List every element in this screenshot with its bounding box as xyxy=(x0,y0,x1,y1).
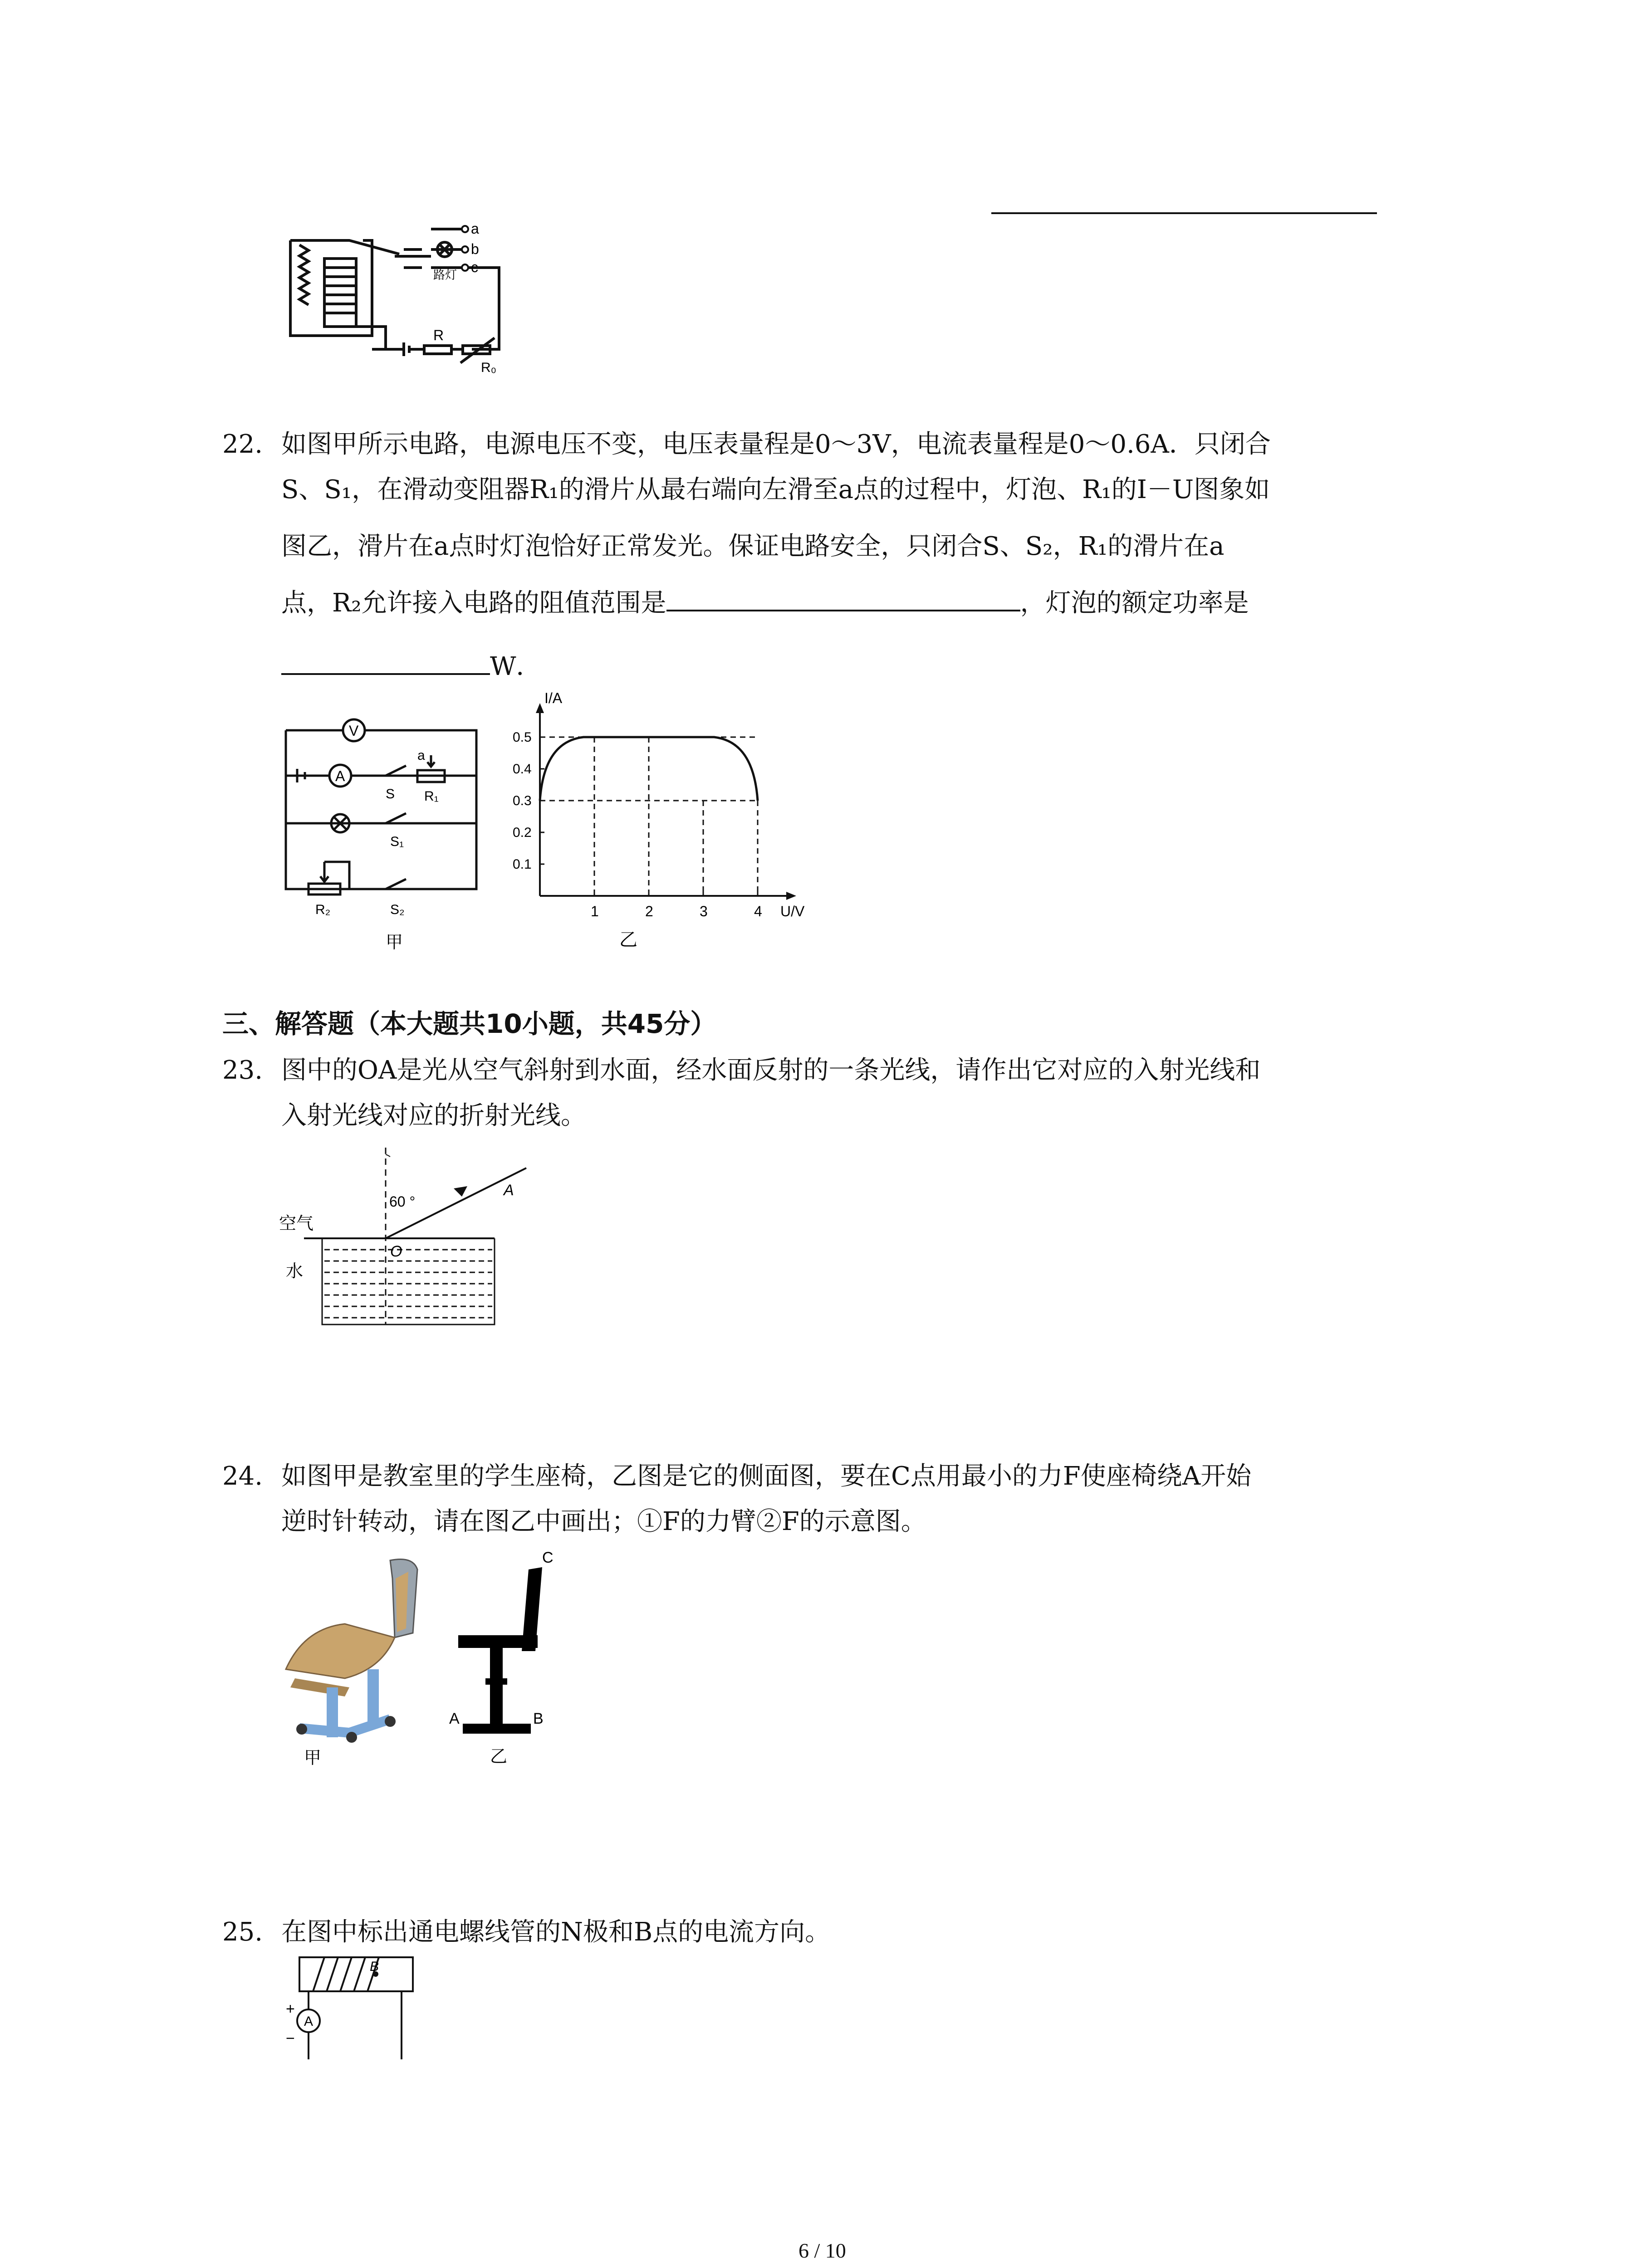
section3-title: 三、解答题（本大题共10小题，共45分） xyxy=(222,1008,717,1039)
circuit-caption: 甲 xyxy=(386,933,403,952)
terminal-a-label: a xyxy=(471,220,479,237)
q24-line1: 如图甲是教室里的学生座椅，乙图是它的侧面图，要在C点用最小的力F使座椅绕A开始 xyxy=(281,1461,1252,1491)
x-axis-arrow xyxy=(786,892,796,900)
point-b-solenoid-label: B xyxy=(370,1959,379,1974)
q23-line2: 入射光线对应的折射光线。 xyxy=(281,1101,586,1130)
q22-line2: S、S₁，在滑动变阻器R₁的滑片从最右端向左滑至a点的过程中，灯泡、R₁的I－U图象如 xyxy=(281,475,1270,504)
solenoid-figure xyxy=(277,1950,426,2068)
terminal-b-label: b xyxy=(471,241,479,257)
y-tick-label: 0.1 xyxy=(513,857,532,872)
chair-photo-caption: 甲 xyxy=(304,1749,322,1768)
minus-terminal-label: − xyxy=(286,2030,295,2047)
point-o-label: O xyxy=(390,1243,402,1260)
top-answer-blank[interactable] xyxy=(991,212,1377,214)
point-a-label: A xyxy=(504,1182,514,1199)
point-a-chair-label: A xyxy=(449,1710,460,1727)
q22-unit: W． xyxy=(490,652,542,681)
q22-line5 xyxy=(281,644,542,689)
q22-line1: 如图甲所示电路，电源电压不变，电压表量程是0～3V，电流表量程是0～0.6A．只闭合 xyxy=(281,430,1271,459)
side-view-caption: 乙 xyxy=(490,1747,508,1766)
reflection-figure xyxy=(277,1143,531,1334)
page-number: 6 / 10 xyxy=(798,2239,846,2262)
x-tick-label: 3 xyxy=(700,903,708,919)
x-axis-label: U/V xyxy=(780,903,805,919)
resistor-r-label: R xyxy=(433,327,444,343)
chair-photo xyxy=(277,1551,431,1769)
rated-power-blank[interactable] xyxy=(281,673,490,675)
y-tick-label: 0.5 xyxy=(513,730,532,745)
q23-number: 23. xyxy=(222,1056,263,1085)
q23-line1: 图中的OA是光从空气斜射到水面，经水面反射的一条光线，请作出它对应的入射光线和 xyxy=(281,1056,1261,1085)
x-tick-label: 2 xyxy=(645,903,653,919)
y-tick-label: 0.4 xyxy=(513,762,532,777)
slider-a-label: a xyxy=(417,748,425,763)
angle-label: 60 ° xyxy=(389,1193,416,1210)
y-tick-label: 0.2 xyxy=(513,825,532,840)
chair-side-view xyxy=(445,1542,590,1769)
q22-circuit-diagram xyxy=(277,708,504,953)
voltmeter-label: V xyxy=(349,723,359,739)
q22-number: 22. xyxy=(222,430,263,459)
iu-graph xyxy=(490,690,805,953)
s2-label: S₂ xyxy=(390,902,405,917)
q22-line4-suffix: ，灯泡的额定功率是 xyxy=(1020,588,1249,618)
graph-caption: 乙 xyxy=(619,930,637,950)
relay-circuit-figure xyxy=(281,213,517,376)
q22-line4-prefix: 点，R₂允许接入电路的阻值范围是 xyxy=(281,588,666,618)
r2-range-blank[interactable] xyxy=(666,610,1020,611)
lamp-label: 路灯 xyxy=(433,268,457,282)
plus-terminal-label: + xyxy=(286,2000,295,2018)
rheostat-r0-label: R₀ xyxy=(481,360,497,375)
x-tick-label: 4 xyxy=(754,903,762,919)
y-axis-label: I/A xyxy=(544,690,563,706)
switch-s-label: S xyxy=(386,787,395,802)
q25-number: 25. xyxy=(222,1917,263,1947)
air-label: 空气 xyxy=(279,1214,314,1233)
point-b-chair-label: B xyxy=(533,1710,544,1727)
q22-line4 xyxy=(281,581,1249,626)
water-label: 水 xyxy=(286,1262,304,1281)
terminal-c-label: c xyxy=(471,259,478,275)
solenoid-ammeter-label: A xyxy=(304,2014,314,2029)
y-axis-arrow xyxy=(536,703,544,713)
r1-label: R₁ xyxy=(424,789,439,804)
q24-line2: 逆时针转动，请在图乙中画出；①F的力臂②F的示意图。 xyxy=(281,1507,926,1536)
x-tick-label: 1 xyxy=(591,903,599,919)
r2-label: R₂ xyxy=(315,902,331,917)
q22-line3: 图乙，滑片在a点时灯泡恰好正常发光。保证电路安全，只闭合S、S₂，R₁的滑片在a xyxy=(281,532,1225,561)
y-tick-label: 0.3 xyxy=(513,793,532,808)
q24-number: 24. xyxy=(222,1461,263,1491)
point-c-label: C xyxy=(542,1549,554,1566)
q25-line1: 在图中标出通电螺线管的N极和B点的电流方向。 xyxy=(281,1917,831,1947)
ammeter-label: A xyxy=(335,768,345,784)
s1-label: S₁ xyxy=(390,834,404,849)
iu-chart-layer xyxy=(513,690,805,919)
